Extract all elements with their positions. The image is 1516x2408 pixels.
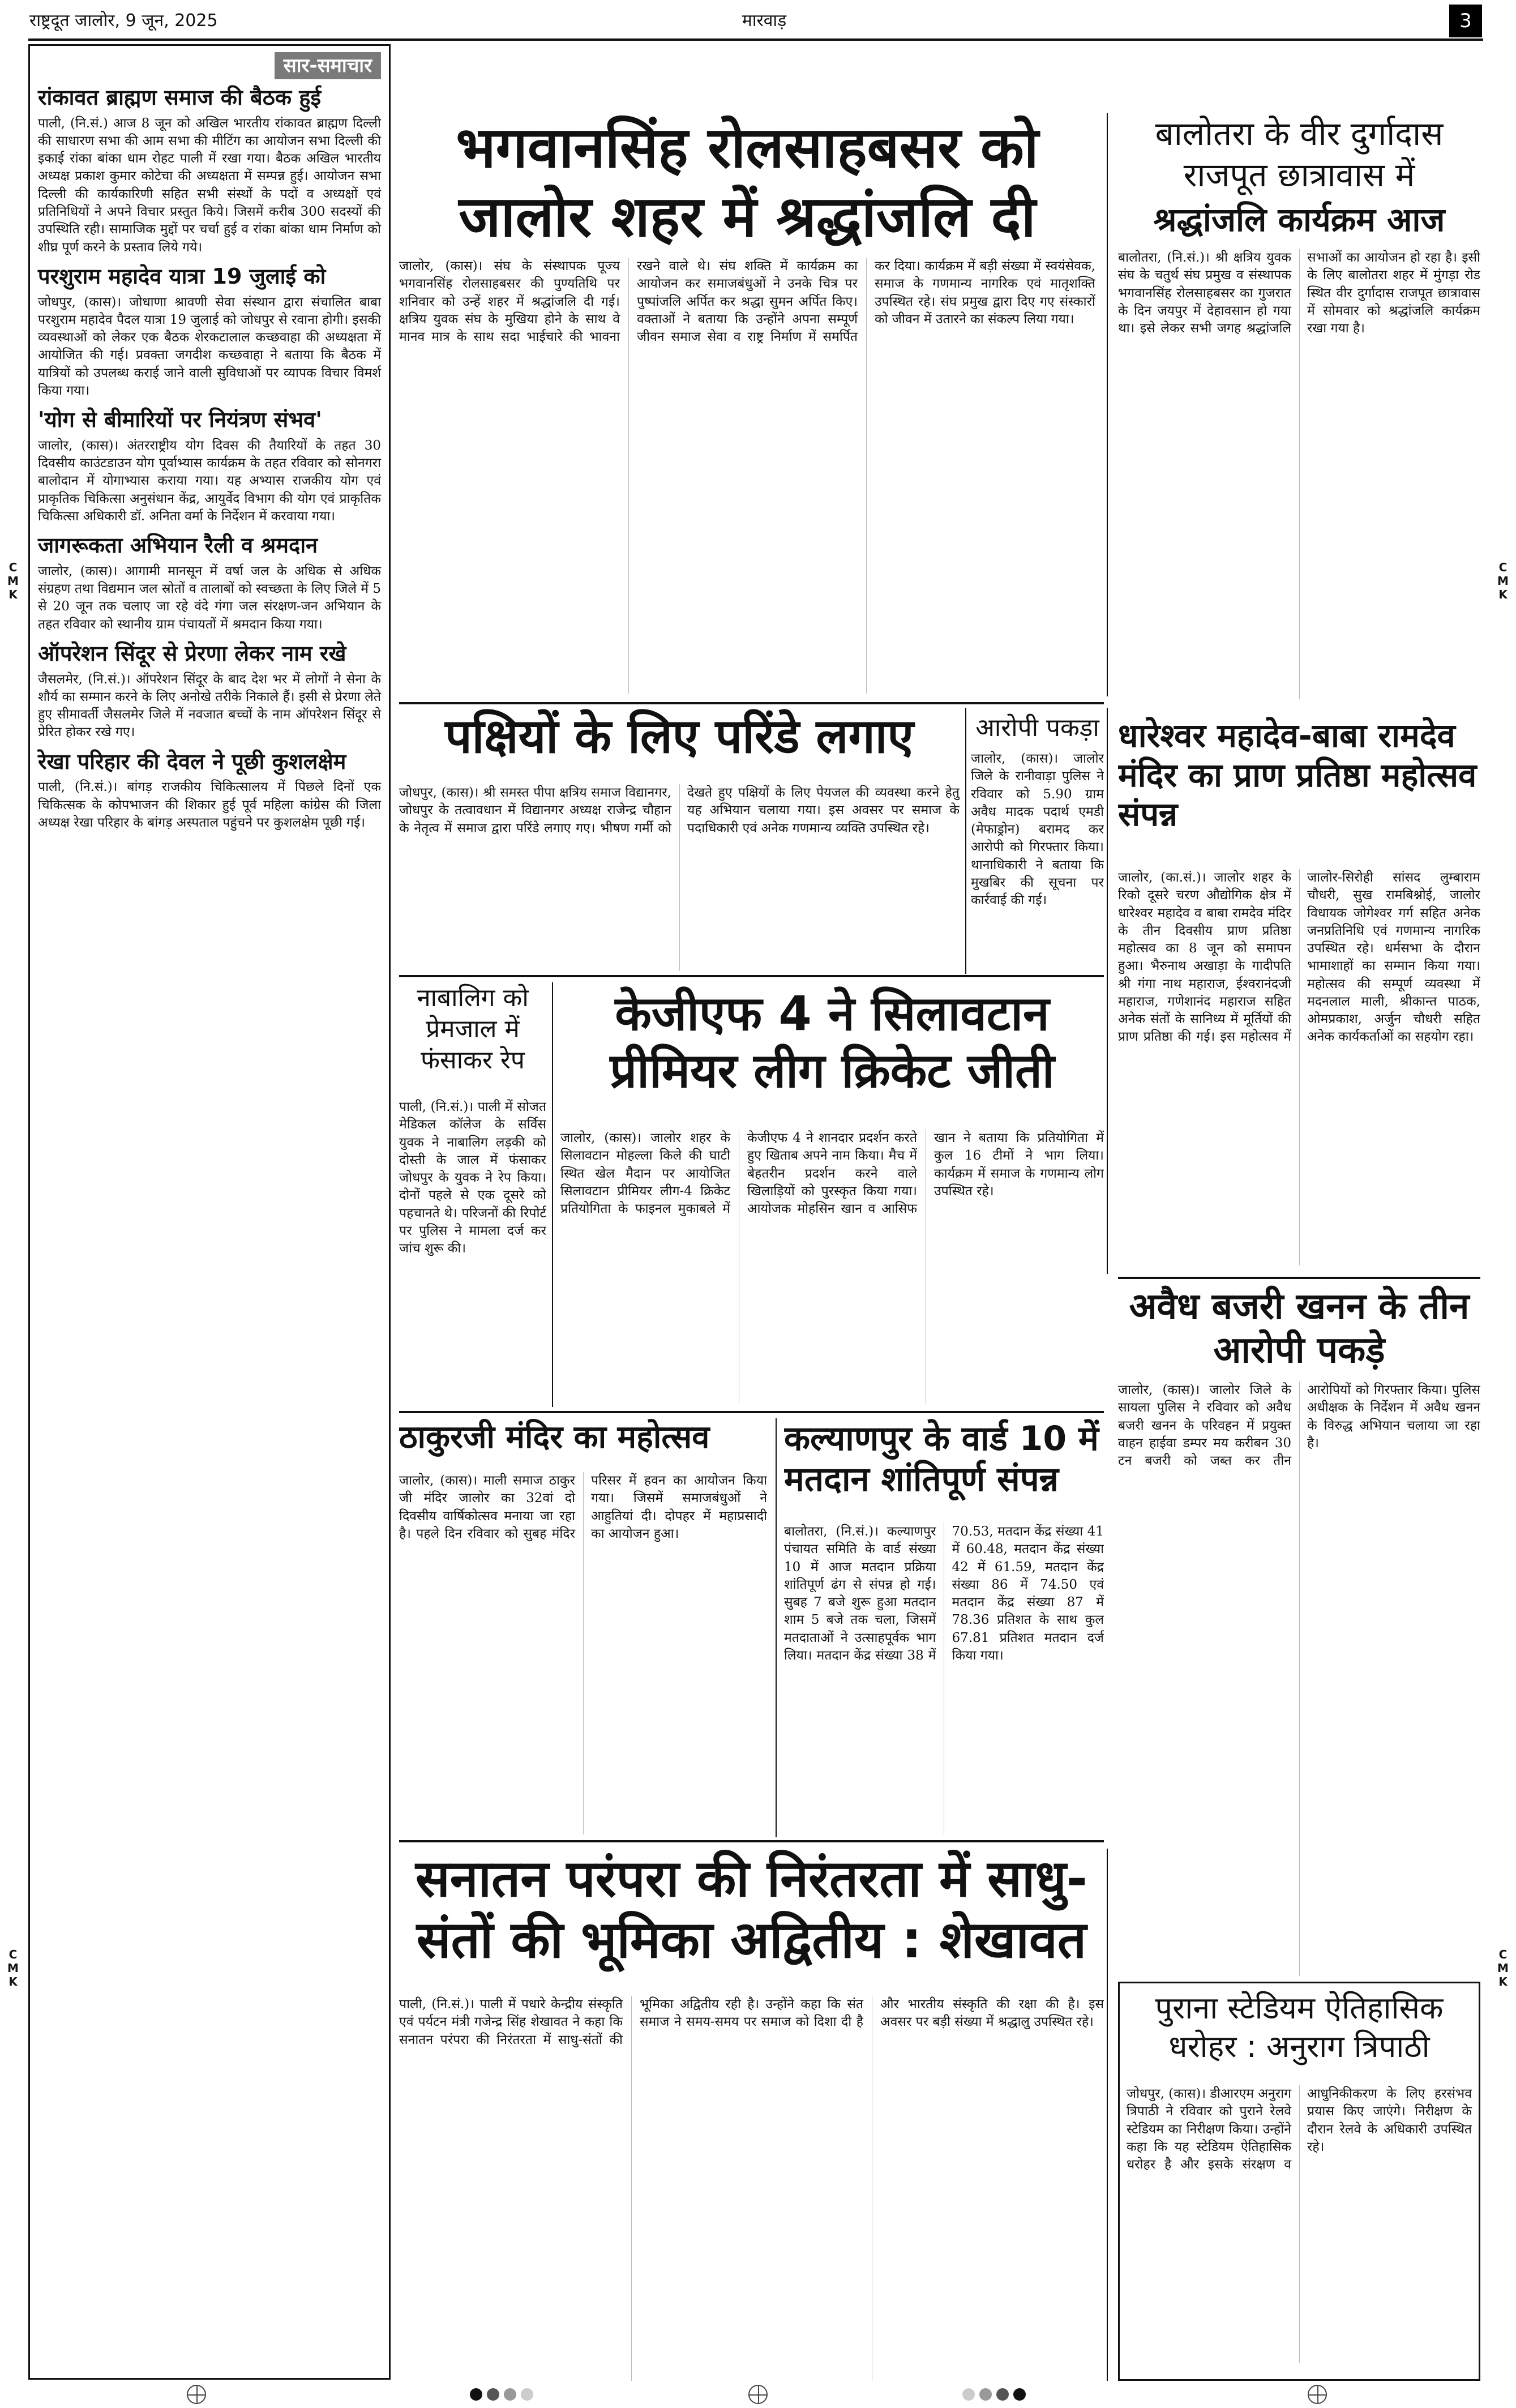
cmk-m: M: [1497, 1961, 1509, 1975]
story11-headline: सनातन परंपरा की निरंतरता में साधु-संतों की भूमिका अद्वितीय : शेखावत: [415, 1849, 1088, 1970]
cmk-k: K: [8, 588, 18, 601]
cmk-c: C: [1498, 1948, 1508, 1961]
masthead-date: राष्ट्रदूत जालोर, 9 जून, 2025: [29, 11, 218, 31]
sidebar-s4-text: जालोर, (कास)। आगामी मानसून में वर्षा जल के अधिक से अधिक संग्रहण तथा विद्यमान जल स्रोतों व तालाबों को स्वच्छता के लिए जिले में 5 से 20 जून तक चलाए जा रहे वंदे गंगा जल संरक्षण-जन अभियान के तहत रविवार को स्थानीय ग्राम पंचायतों में श्रमदान किया गया।: [38, 563, 381, 632]
column-rule: [552, 982, 553, 1407]
cmk-c: C: [1498, 561, 1508, 574]
story1-body: जालोर, (कास)। संघ के संस्थापक पूज्य भगवानसिंह रोलसाहबसर की पुण्यतिथि पर शनिवार को उन्हें शहर में श्रद्धांजलि दी गई। क्षत्रिय युवक संघ के मुखिया होने के साथ वे मानव मात्र के साथ सदा भाईचारे की भावना रखने वाले थे। संघ शक्ति में कार्यक्रम का आयोजन कर समाजबंधुओं ने उनके चित्र पर पुष्पांजलि अर्पित कर श्रद्धा सुमन अर्पित किए। वक्ताओं ने बताया कि उन्होंने अपना सम्पूर्ण जीवन समाज सेवा व राष्ट्र निर्माण में समर्पित कर दिया। कार्यक्रम में बड़ी संख्या में स्वयंसेवक, समाज के गणमान्य नागरिक एवं मातृशक्ति उपस्थित रहे। संघ प्रमुख द्वारा दिए गए संस्कारों को जीवन में उतारने का संकल्प लिया गया।: [399, 259, 1095, 345]
sidebar-news-box: [28, 44, 391, 2380]
story5-headline: धारेश्वर महादेव-बाबा रामदेव मंदिर का प्राण प्रतिष्ठा महोत्सव संपन्न: [1118, 716, 1477, 834]
sar-samachar-label: सार-समाचार: [275, 52, 381, 79]
section-rule: [399, 975, 1104, 977]
cmk-c: C: [8, 561, 18, 574]
story9-headline: ठाकुरजी मंदिर का महोत्सव: [399, 1419, 710, 1456]
story4-headline: आरोपी पकड़ा: [975, 713, 1099, 742]
cmk-c: C: [8, 1948, 18, 1961]
story8-headline: अवैध बजरी खनन के तीन आरोपी पकड़े: [1129, 1286, 1470, 1371]
story2-headline: बालोतरा के वीर दुर्गादास राजपूत छात्रावास में: [1155, 114, 1444, 194]
color-bar: [962, 2388, 1053, 2403]
sidebar-s6-text: पाली, (नि.सं.)। बांगड़ राजकीय चिकित्सालय में पिछले दिनों एक चिकित्सक के कोपभाजन की शिकार हुई पूर्व महिला कांग्रेस की जिला अध्यक्ष रेखा परिहार के बांगड़ अस्पताल पहुंचने पर कुशलक्षेम पूछी गई।: [38, 780, 381, 830]
color-bar: [470, 2388, 560, 2403]
cmk-m: M: [7, 1961, 19, 1975]
story3-body: जोधपुर, (कास)। श्री समस्त पीपा क्षत्रिय समाज विद्यानगर, जोधपुर के तत्वावधान में विद्यानगर अध्यक्ष राजेन्द्र चौहान के नेतृत्व में समाज द्वारा परिंडे लगाए गए। भीषण गर्मी को देखते हुए पक्षियों के लिए पेयजल की व्यवस्था करने हेतु यह अभियान चलाया गया। इस अवसर पर समाज के पदाधिकारी एवं अनेक गणमान्य व्यक्ति उपस्थित रहे।: [399, 785, 960, 836]
story10-headline: कल्याणपुर के वार्ड 10 में मतदान शांतिपूर्ण संपन्न: [784, 1419, 1099, 1499]
column-rule: [776, 1418, 777, 1837]
sidebar-s4-title: जागरूकता अभियान रैली व श्रमदान: [38, 533, 318, 558]
sidebar-s2-title: परशुराम महादेव यात्रा 19 जुलाई को: [38, 263, 326, 289]
cmk-mark-bottom: [5, 1948, 22, 1993]
story10-body: बालोतरा, (नि.सं.)। कल्याणपुर पंचायत समिति के वार्ड संख्या 10 में आज मतदान प्रक्रिया शांतिपूर्ण ढंग से संपन्न हो गई। सुबह 7 बजे शुरू हुआ मतदान शाम 5 बजे तक चला, जिसमें मतदाताओं ने उत्साहपूर्वक भाग लिया। मतदान केंद्र संख्या 38 में 70.53, मतदान केंद्र संख्या 41 में 60.48, मतदान केंद्र संख्या 42 में 61.59, मतदान केंद्र संख्या 86 में 74.50 एवं मतदान केंद्र संख्या 87 में 78.36 प्रतिशत के साथ कुल 67.81 प्रतिशत मतदान दर्ज किया गया।: [784, 1524, 1104, 1663]
cmk-m: M: [7, 574, 19, 588]
sidebar-s6-title: रेखा परिहार की देवल ने पूछी कुशलक्षेम: [38, 749, 346, 774]
sidebar-s3-text: जालोर, (कास)। अंतरराष्ट्रीय योग दिवस की तैयारियों के तहत 30 दिवसीय काउंटडाउन योग पूर्वाभ्यास कार्यक्रम के तहत रविवार को सोनगरा बालोदान में योगाभ्यास कराया गया। यह अभ्यास राजकीय योग एवं प्राकृतिक चिकित्सा अनुसंधान केंद्र, आयुर्वेद विभाग की योग एवं प्राकृतिक चिकित्सा अधिकारी डॉ. अनिता वर्मा के निर्देशन में करवाया गया।: [38, 438, 381, 524]
story7-body: जालोर, (कास)। जालोर शहर के सिलावटान मोहल्ला किले की घाटी स्थित खेल मैदान पर आयोजित सिलावटान प्रीमियर लीग-4 क्रिकेट प्रतियोगिता के फाइनल मुकाबले में केजीएफ 4 ने शानदार प्रदर्शन करते हुए खिताब अपने नाम किया। मैच में बेहतरीन प्रदर्शन करने वाले खिलाड़ियों को पुरस्कृत किया गया। आयोजक मोहसिन खान व आसिफ खान ने बताया कि प्रतियोगिता में कुल 16 टीमों ने भाग लिया। कार्यक्रम में समाज के गणमान्य लोग उपस्थित रहे।: [560, 1131, 1104, 1217]
section-rule: [399, 1411, 1104, 1413]
registration-mark-icon: [187, 2385, 206, 2404]
story12-box: [1118, 1982, 1480, 2381]
sidebar-s5-title: ऑपरेशन सिंदूर से प्रेरणा लेकर नाम रखे: [38, 640, 346, 666]
cmk-mark-top: [5, 561, 22, 606]
cmk-k: K: [1498, 1975, 1508, 1988]
story1-headline: भगवानसिंह रोलसाहबसर को जालोर शहर में श्रद्धांजलि दी: [456, 114, 1039, 250]
sidebar-s2-text: जोधपुर, (कास)। जोधाणा श्रावणी सेवा संस्थान द्वारा संचालित बाबा परशुराम महादेव पैदल यात्रा 19 जुलाई को जोधपुर से रवाना होगी। इसकी व्यवस्थाओं को लेकर एक बैठक शेरकटालाल कच्छवाहा की अध्यक्षता में आयोजित की गई। प्रवक्ता जगदीश कच्छवाहा ने बताया कि बैठक में यात्रियों को उपलब्ध कराई जाने वाली सुविधाओं पर व्यापक विचार विमर्श किया गया।: [38, 294, 381, 398]
story2-body: बालोतरा, (नि.सं.)। श्री क्षत्रिय युवक संघ के चतुर्थ संघ प्रमुख व संस्थापक भगवानसिंह रोलसाहबसर का गुजरात के दिन जयपुर में देहावसान हो गया था। इसे लेकर सभी जगह श्रद्धांजलि सभाओं का आयोजन हो रहा है। इसी के लिए बालोतरा शहर में मुंगड़ा रोड स्थित वीर दुर्गादास राजपूत छात्रावास में सोमवार को श्रद्धांजलि कार्यक्रम रखा गया है।: [1118, 250, 1480, 336]
column-rule: [965, 708, 966, 974]
story6-body: पाली, (नि.सं.)। पाली में सोजत मेडिकल कॉलेज के सर्विस युवक ने नाबालिग लड़की को दोस्ती के जाल में फंसाकर जोधपुर के युवक ने रेप किया। दोनों पहले से एक दूसरे को पहचानते थे। परिजनों की रिपोर्ट पर पुलिस ने मामला दर्ज कर जांच शुरू की।: [399, 1100, 546, 1256]
story8-body: जालोर, (कास)। जालोर जिले के सायला पुलिस ने रविवार को अवैध बजरी खनन के परिवहन में प्रयुक्त वाहन हाईवा डम्पर मय करीबन 30 टन बजरी को जब्त कर तीन आरोपियों को गिरफ्तार किया। पुलिस अधीक्षक के निर्देशन में अवैध खनन के विरुद्ध अभियान चलाया जा रहा है।: [1118, 1383, 1480, 1469]
section-rule: [1118, 1277, 1480, 1279]
story6-headline: नाबालिग को प्रेमजाल में फंसाकर रेप: [417, 983, 529, 1075]
story2-subhead: श्रद्धांजलि कार्यक्रम आज: [1153, 200, 1445, 239]
section-rule: [399, 702, 1104, 704]
story11-body: पाली, (नि.सं.)। पाली में पधारे केन्द्रीय संस्कृति एवं पर्यटन मंत्री गजेन्द्र सिंह शेखावत ने कहा कि सनातन परंपरा की निरंतरता में साधु-संतों की भूमिका अद्वितीय रही है। उन्होंने कहा कि संत समाज ने समय-समय पर समाज को दिशा दी है और भारतीय संस्कृति की रक्षा की है। इस अवसर पर बड़ी संख्या में श्रद्धालु उपस्थित रहे।: [399, 1997, 1104, 2047]
registration-mark-icon: [748, 2385, 768, 2404]
registration-mark-icon: [1308, 2385, 1327, 2404]
story5-body: जालोर, (का.सं.)। जालोर शहर के रिको दूसरे चरण औद्योगिक क्षेत्र में धारेश्वर महादेव व बाबा रामदेव मंदिर के तीन दिवसीय प्राण प्रतिष्ठा महोत्सव का 8 जून को समापन हुआ। भैरुनाथ अखाड़ा के गादीपति श्री गंगा नाथ महाराज, ईश्वरानंदजी महाराज, गणेशानंद महाराज सहित अनेक संतों के सानिध्य में मूर्तियों की प्राण प्रतिष्ठा की गई। इस महोत्सव में जालोर-सिरोही सांसद लुम्बाराम चौधरी, सुख रामबिश्नोई, जालोर विधायक जोगेश्वर गर्ग सहित अनेक जनप्रतिनिधि एवं गणमान्य नागरिक उपस्थित रहे। धर्मसभा के दौरान भामाशाहों का सम्मान किया गया। महोत्सव की सम्पूर्ण व्यवस्था में मदनलाल माली, श्रीकान्त पाठक, ओमप्रकाश, अर्जुन चौधरी सहित अनेक कार्यकर्ताओं का सहयोग रहा।: [1118, 870, 1480, 1045]
story12-body: जोधपुर, (कास)। डीआरएम अनुराग त्रिपाठी ने रविवार को पुराने रेलवे स्टेडियम का निरीक्षण किया। उन्होंने कहा कि यह स्टेडियम ऐतिहासिक धरोहर है और इसके संरक्षण व आधुनिकीकरण के लिए हरसंभव प्रयास किए जाएंगे। निरीक्षण के दौरान रेलवे के अधिकारी उपस्थित रहे।: [1127, 2086, 1472, 2172]
story7-headline: केजीएफ 4 ने सिलावटान प्रीमियर लीग क्रिकेट जीती: [610, 986, 1055, 1098]
story12-headline: पुराना स्टेडियम ऐतिहासिक धरोहर : अनुराग त्रिपाठी: [1155, 1990, 1444, 2064]
cmk-mark-right-bottom: [1494, 1948, 1511, 1993]
cmk-k: K: [8, 1975, 18, 1988]
page-number: 3: [1449, 5, 1482, 37]
sidebar-s5-text: जैसलमेर, (नि.सं.)। ऑपरेशन सिंदूर के बाद देश भर में लोगों ने सेना के शौर्य का सम्मान करने के लिए अनोखे तरीके निकाले हैं। इसी से प्रेरणा लेते हुए सीमावर्ती जैसलमेर जिले में नवजात बच्चों के नाम ऑपरेशन सिंदूर से प्रेरित होकर रखे गए।: [38, 671, 381, 740]
cmk-k: K: [1498, 588, 1508, 601]
cmk-m: M: [1497, 574, 1509, 588]
section-rule: [399, 1840, 1104, 1842]
story4-body: जालोर, (कास)। जालोर जिले के रानीवाड़ा पुलिस ने रविवार को 5.90 ग्राम अवैध मादक पदार्थ एमडी (मेफाड्रोन) बरामद कर आरोपी को गिरफ्तार किया। थानाधिकारी ने बताया कि मुखबिर की सूचना पर कार्रवाई की गई।: [971, 751, 1104, 908]
column-rule: [1107, 113, 1108, 696]
sidebar-s1-text: पाली, (नि.सं.) आज 8 जून को अखिल भारतीय रांकावत ब्राह्मण दिल्ली की साधारण सभा की आम सभा की मीटिंग का आयोजन सभा दिल्ली की इकाई रांका बांका धाम रोहट पाली में रखा गया। बैठक अखिल भारतीय अध्यक्ष प्रकाश कुमार कोटेचा की अध्यक्षता में सम्पन्न हुई। आयोजन सभा दिल्ली की कार्यकारिणी सहित सभी संस्थों के पदों व अध्यक्षों एवं प्रतिनिधियों ने अपने विचार प्रस्तुत किये। जिसमें करीब 300 सदस्यों की उपस्थिति रही। सामाजिक मुद्दों पर चर्चा हुई व रांका बांका धाम निर्माण को शीघ्र पूर्ण करने के प्रस्ताव लिये गये।: [38, 116, 381, 255]
story9-body: जालोर, (कास)। माली समाज ठाकुर जी मंदिर जालोर का 32वां दो दिवसीय वार्षिकोत्सव मनाया जा रहा है। पहले दिन रविवार को सुबह मंदिर परिसर में हवन का आयोजन किया गया। जिसमें समाजबंधुओं ने आहुतियां दी। दोपहर में महाप्रसादी का आयोजन हुआ।: [399, 1473, 767, 1541]
sidebar-s1-title: रांकावत ब्राह्मण समाज की बैठक हुई: [38, 85, 322, 110]
column-rule: [1107, 1849, 1108, 2381]
column-rule: [1107, 708, 1108, 1274]
cmk-mark-right-top: [1494, 561, 1511, 606]
sidebar-s3-title: 'योग से बीमारियों पर नियंत्रण संभव': [38, 407, 322, 433]
story3-headline: पक्षियों के लिए परिंडे लगाए: [444, 708, 914, 764]
section-name: मारवाड़: [742, 11, 787, 31]
header-rule: [28, 39, 1483, 41]
